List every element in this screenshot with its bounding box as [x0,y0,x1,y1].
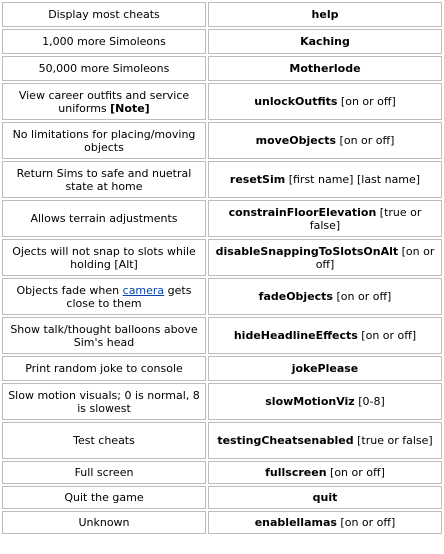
description-cell [2,278,206,315]
table-row [2,461,442,484]
command-cell [208,422,442,459]
table-row [2,122,442,159]
description-text: Ojects will not snap to slots while holding [Alt] [12,244,196,271]
table-row [2,383,442,420]
description-cell [2,422,206,459]
description-text: Allows terrain adjustments [30,212,178,225]
command-cell [208,356,442,381]
cheat-args: [on or off] [357,329,417,342]
command-cell [208,200,442,237]
command-cell [208,83,442,120]
table-row [2,422,442,459]
cheat-args: [on or off] [332,290,392,303]
description-cell [2,461,206,484]
cheat-code: fullscreen [265,466,327,479]
description-cell [2,83,206,120]
description-cell [2,486,206,509]
cheat-code: moveObjects [255,134,337,147]
table-row [2,317,442,354]
table-row [2,161,442,198]
cheat-code: fadeObjects [258,290,333,303]
command-cell [208,461,442,484]
description-text: No limitations for placing/moving objects [12,127,196,154]
description-text: Objects fade when [16,283,123,297]
command-cell [208,511,442,534]
cheat-args: [on or off] [315,244,435,271]
description-text: Print random joke to console [25,362,183,375]
cheat-code: constrainFloorElevation [228,205,377,219]
cheat-code: help [311,8,339,21]
description-cell [2,56,206,81]
description-text: gets close to them [66,283,192,310]
cheat-args: [on or off] [336,134,395,147]
cheat-code: disableSnappingToSlotsOnAlt [215,244,399,258]
table-row [2,83,442,120]
cheat-args: [on or off] [326,466,385,479]
cheat-code: jokePlease [291,362,359,375]
cheat-code: quit [312,491,338,504]
description-text: Full screen [74,466,134,479]
command-cell [208,122,442,159]
command-cell [208,317,442,354]
cheat-code: hideHeadlineEffects [233,329,358,342]
cheat-args: [on or off] [336,516,396,529]
description-text: Unknown [78,516,130,529]
cheat-code: testingCheatsenabled [217,434,354,447]
cheat-args: [on or off] [337,95,396,108]
command-cell [208,486,442,509]
description-cell [2,511,206,534]
cheat-args: [true or false] [309,205,422,232]
description-cell [2,122,206,159]
description-cell [2,239,206,276]
cheat-code: resetSim [229,173,286,186]
cheat-code: Kaching [300,35,350,48]
cheat-code: enablellamas [254,516,337,529]
cheat-code: slowMotionViz [265,395,355,408]
cheat-code: unlockOutfits [254,95,338,108]
cheat-args: [first name] [last name] [285,173,421,186]
cheat-args: [true or false] [353,434,433,447]
table-row [2,511,442,534]
command-cell [208,239,442,276]
table-row [2,278,442,315]
description-text: View career outfits and service uniforms [18,88,190,115]
command-cell [208,383,442,420]
description-cell [2,200,206,237]
command-cell [208,2,442,27]
description-text: Test cheats [73,434,135,447]
command-cell [208,29,442,54]
description-text: Show talk/thought balloons above Sim's head [10,322,198,349]
camera-link[interactable]: camera [122,283,165,297]
command-cell [208,278,442,315]
cheat-args: [0-8] [354,395,385,408]
command-cell [208,56,442,81]
table-row [2,486,442,509]
description-text: 1,000 more Simoleons [42,35,166,48]
description-cell [2,356,206,381]
table-row [2,56,442,81]
description-text: Display most cheats [48,8,160,21]
table-row [2,200,442,237]
table-row [2,239,442,276]
description-text: Slow motion visuals; 0 is normal, 8 is slowest [8,388,200,415]
command-cell [208,161,442,198]
description-text: Quit the game [64,491,144,504]
description-cell [2,29,206,54]
cheat-code: Motherlode [289,62,361,75]
table-row [2,356,442,381]
description-cell [2,317,206,354]
note-label: [Note] [110,101,150,115]
description-text: Return Sims to safe and nuetral state at home [16,166,192,193]
description-cell [2,161,206,198]
description-cell [2,383,206,420]
table-row [2,2,442,27]
description-text: 50,000 more Simoleons [38,62,170,75]
table-row [2,29,442,54]
description-cell [2,2,206,27]
